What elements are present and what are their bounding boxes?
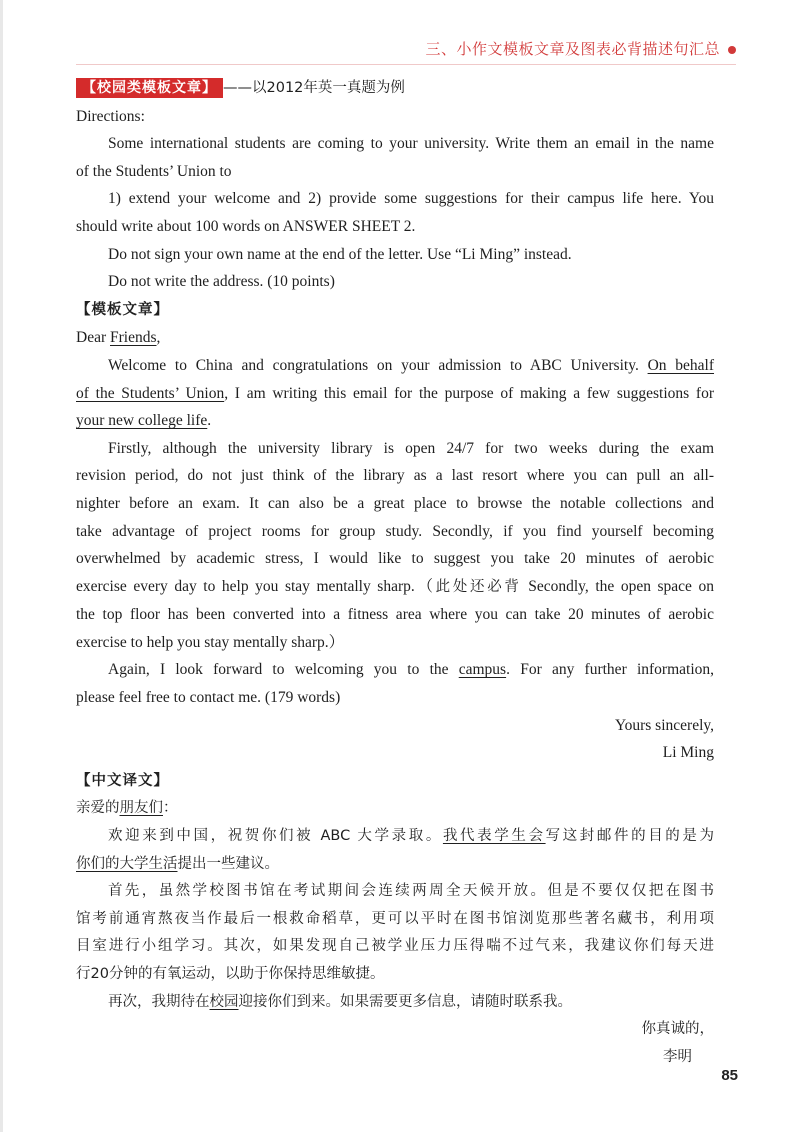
letter-paragraph-1-line: of the Students’ Union, I am writing this email for the purpose of making a few suggestions for	[76, 384, 714, 402]
keyword-underline: of the Students’ Union	[76, 384, 225, 402]
letter-paragraph-3-line: please feel free to contact me. (179 words)	[76, 689, 341, 707]
directions-heading: Directions:	[76, 107, 145, 125]
letter-paragraph-2-line: exercise every day to help you stay mentally sharp.（此处还必背 Secondly, the open space on	[76, 577, 715, 595]
translation-signature: 李明	[663, 1048, 692, 1065]
directions-line: Do not write the address. (10 points)	[108, 273, 335, 291]
letter-paragraph-1-line: Welcome to China and congratulations on your admission to ABC University. On behalf	[108, 356, 715, 374]
keyword-underline: your new college life	[76, 412, 208, 430]
translation-heading: 【中文译文】	[76, 772, 169, 789]
letter-paragraph-1-line: your new college life.	[76, 412, 212, 430]
section-tag: 【校园类模板文章】	[76, 78, 223, 98]
letter-paragraph-2-line: overwhelmed by academic stress, I would like to suggest you take 20 minutes of aerobic	[76, 550, 714, 568]
directions-line: Do not sign your own name at the end of the letter. Use “Li Ming” instead.	[108, 245, 572, 263]
keyword-underline: 我代表学生会	[442, 828, 546, 845]
directions-line: should write about 100 words on ANSWER SHEET 2.	[76, 217, 416, 235]
letter-closing: Yours sincerely,	[614, 716, 714, 734]
running-header	[425, 38, 736, 59]
translation-paragraph-2-line: 首先，虽然学校图书馆在考试期间会连续两周全天候开放。但是不要仅仅把在图书	[108, 883, 714, 900]
letter-paragraph-2-line: nighter before an exam. It can also be a great place to browse the notable collections and	[76, 494, 714, 512]
inline-note: 此处还必背	[435, 578, 522, 595]
keyword-underline: 校园	[209, 993, 239, 1010]
template-heading: 【模板文章】	[76, 301, 169, 318]
letter-paragraph-3-line: Again, I look forward to welcoming you to the campus. For any further information,	[108, 661, 715, 679]
directions-line: Some international students are coming to your university. Write them an email in the name	[108, 135, 714, 153]
letter-paragraph-2-line: take advantage of project rooms for group study. Secondly, if you find yourself becoming	[76, 522, 714, 540]
keyword-underline: campus	[458, 661, 507, 679]
bullet-dot-icon	[728, 46, 736, 54]
translation-paragraph-2-line: 目室进行小组学习。其次，如果发现自己被学业压力压得喘不过气来，我建议你们每天进	[76, 938, 714, 955]
keyword-underline: On behalf	[647, 356, 715, 374]
keyword-underline: 朋友们	[119, 800, 163, 817]
letter-paragraph-2-line: exercise to help you stay mentally sharp.）	[76, 633, 345, 651]
header-rule	[76, 64, 736, 65]
directions-line: of the Students’ Union to	[76, 162, 232, 180]
letter-salutation: Dear Friends,	[76, 329, 161, 347]
page-number: 85	[721, 1067, 738, 1084]
translation-paragraph-2-line: 馆考前通宵熬夜当作最后一根救命稻草，更可以平时在图书馆浏览那些著名藏书，利用项	[76, 910, 714, 927]
letter-paragraph-2-line: the top floor has been converted into a fitness area where you can take 20 minutes of aerobic	[76, 606, 714, 624]
running-header-title: 三、小作文模板文章及图表必背描述句汇总	[425, 40, 720, 58]
translation-paragraph-1-line: 欢迎来到中国，祝贺你们被 ABC 大学录取。我代表学生会写这封邮件的目的是为	[108, 828, 715, 845]
page-edge	[0, 0, 3, 1132]
letter-paragraph-2-line: Firstly, although the university library is open 24/7 for two weeks during the exam	[108, 439, 714, 457]
page-body	[76, 74, 714, 1071]
translation-paragraph-1-line: 你们的大学生活提出一些建议。	[76, 855, 279, 872]
section-title	[76, 74, 714, 103]
translation-paragraph-3-line: 再次，我期待在校园迎接你们到来。如果需要更多信息，请随时联系我。	[108, 993, 572, 1010]
section-tag-suffix: ——以2012年英一真题为例	[223, 80, 405, 96]
letter-paragraph-2-line: revision period, do not just think of the library as a last resort where you can pull an all-	[76, 467, 714, 485]
translation-salutation: 亲爱的朋友们：	[76, 800, 178, 817]
translation-paragraph-2-line: 行20分钟的有氧运动，以助于你保持思维敏捷。	[76, 966, 385, 982]
letter-signature: Li Ming	[662, 744, 714, 762]
keyword-underline: Friends	[110, 329, 157, 347]
directions-line: 1) extend your welcome and 2) provide some suggestions for their campus life here. You	[108, 190, 714, 208]
keyword-underline: 你们的大学生活	[76, 855, 178, 872]
translation-closing: 你真诚的，	[641, 1021, 714, 1038]
